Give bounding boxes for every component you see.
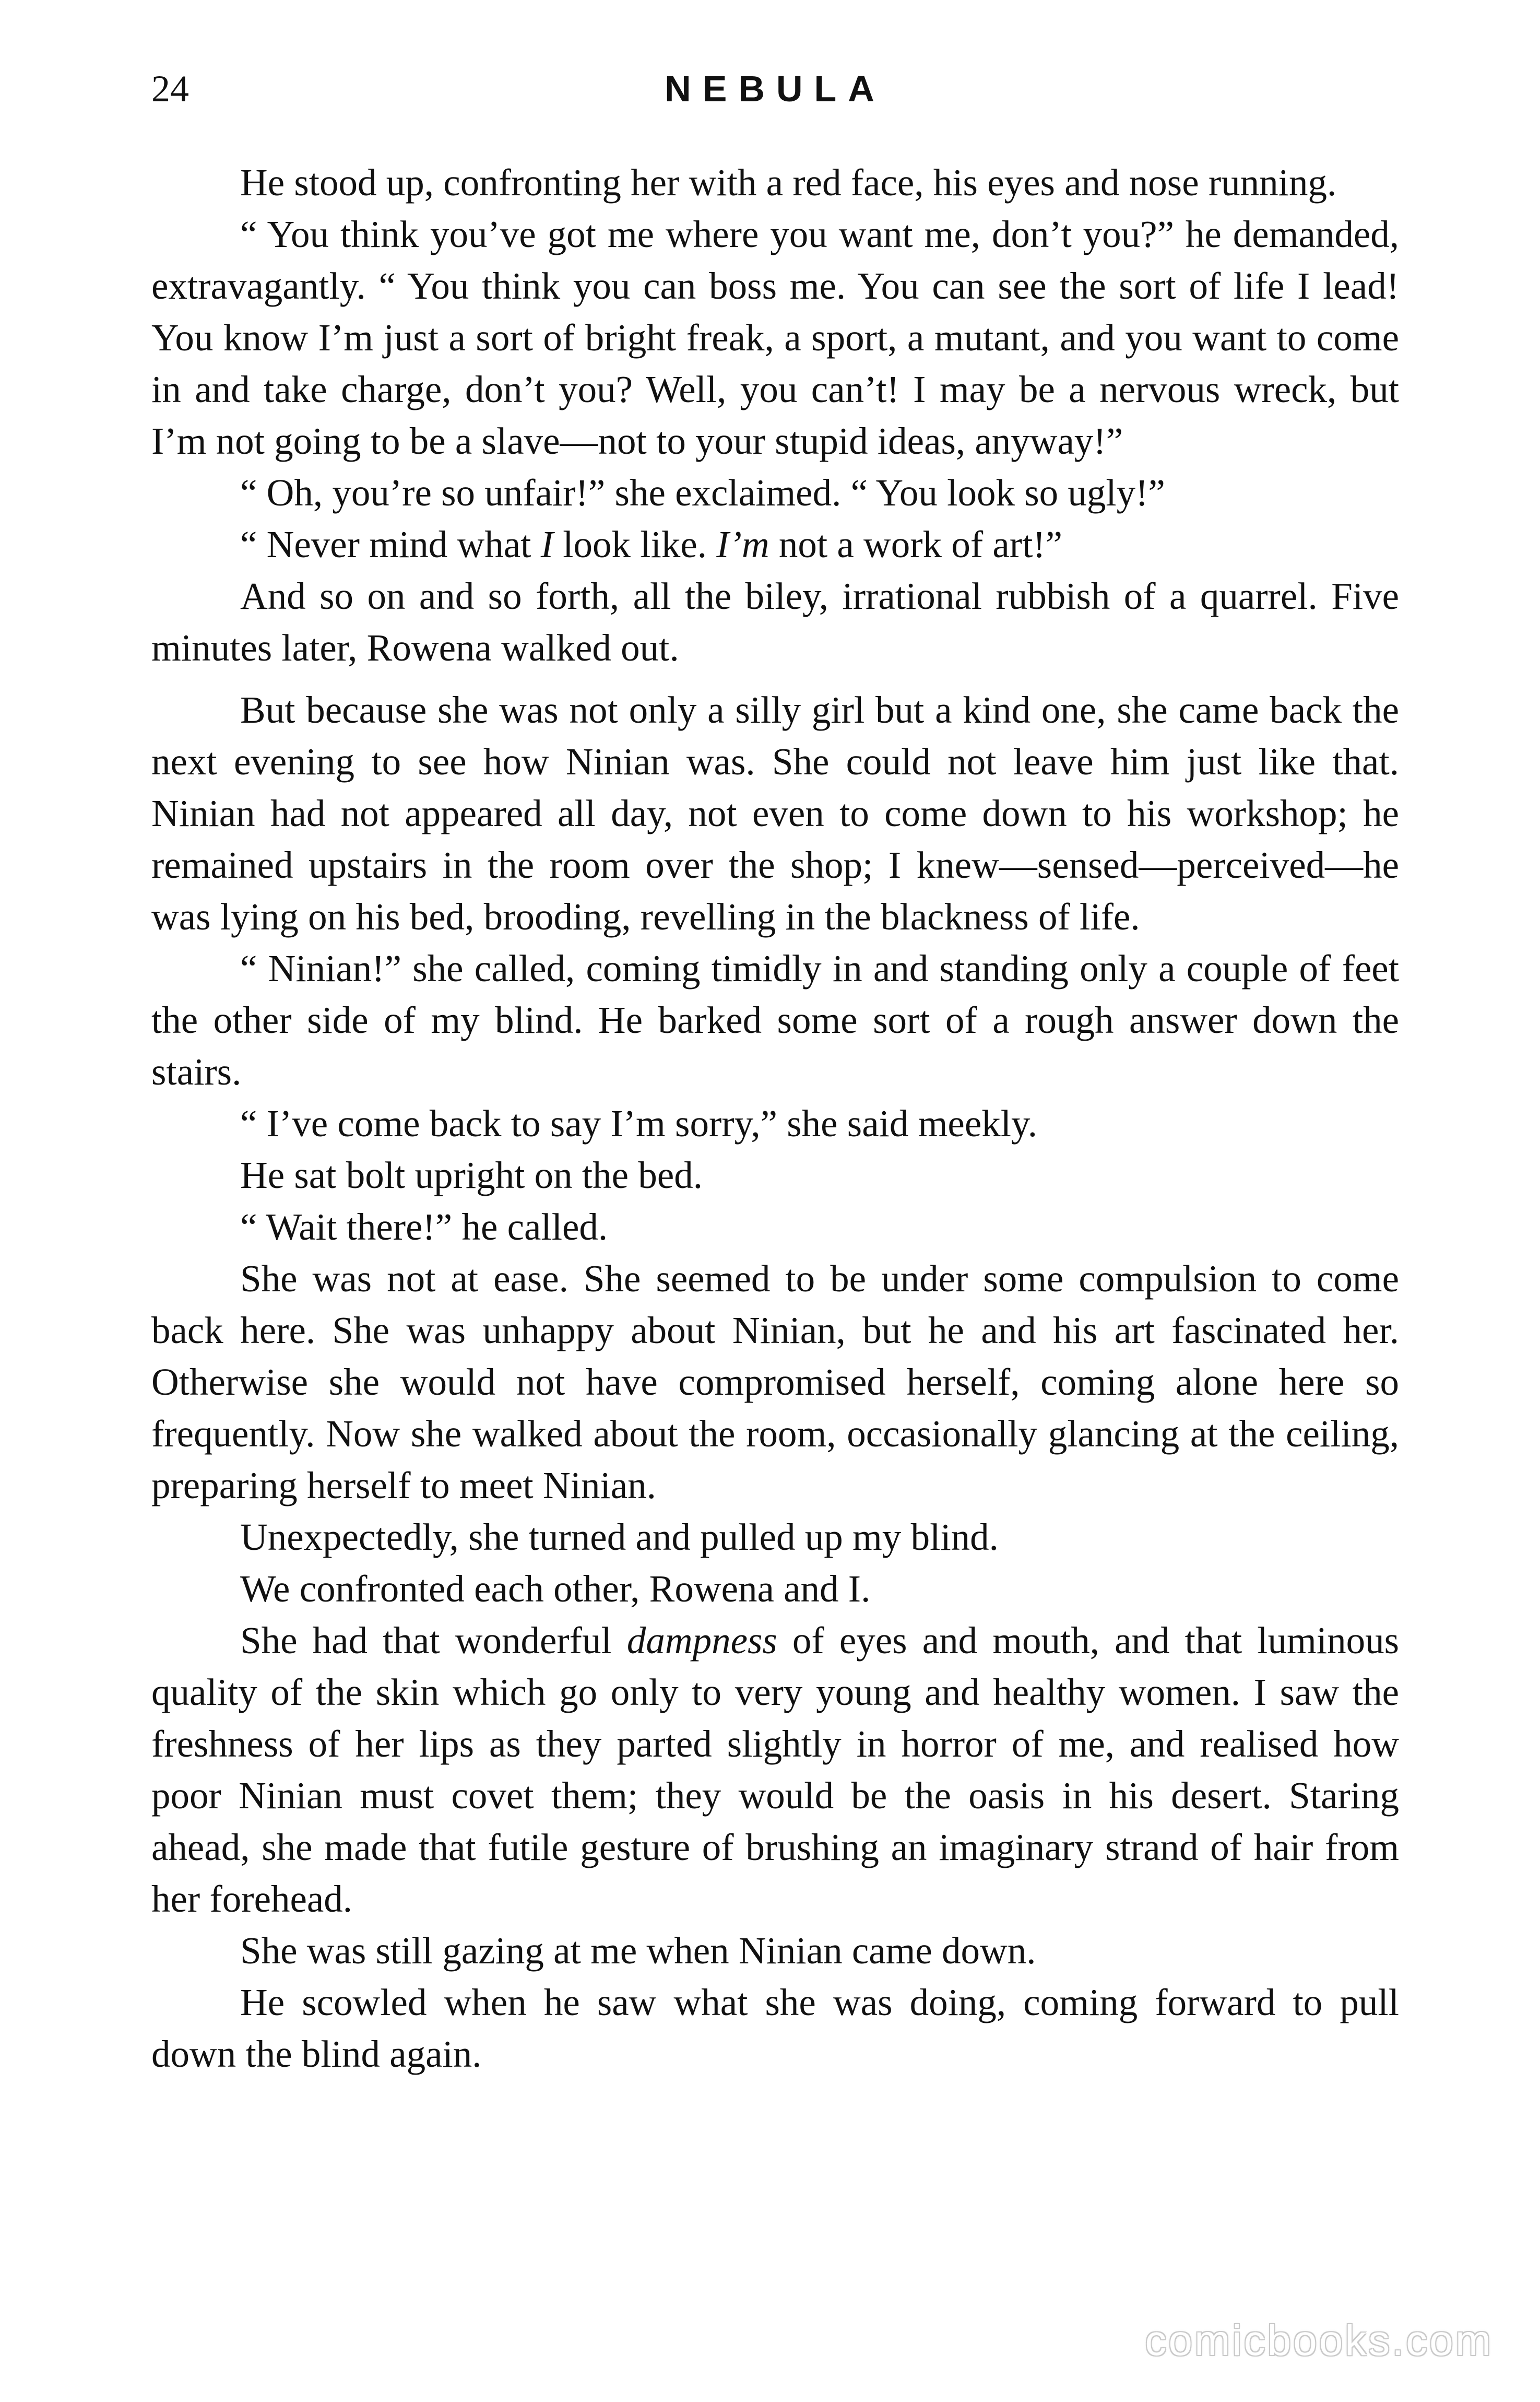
emphasis: I’m xyxy=(716,523,769,566)
paragraph: “ Oh, you’re so unfair!” she exclaimed. “ You look so ugly!” xyxy=(240,472,1165,514)
paragraph: She was not at ease. She seemed to be under some compulsion to come back here. She was unhappy about Ninian, but he and his art fascinated her. Otherwise she would not have compromised herself, coming alone here so frequently. Now she walked about the room, occasionally glancing at the ceiling, preparing herself to meet Ninian. xyxy=(151,1257,1399,1506)
page-number: 24 xyxy=(151,68,189,110)
paragraph: He scowled when he saw what she was doing, coming forward to pull down the blind again. xyxy=(151,1981,1399,2075)
paragraph: “ You think you’ve got me where you want me, don’t you?” he demanded, extravagantly. “ You think you can boss me. You can see the sort of life I lead! You know I’m just a sort of bright freak, a sport, a mutant, and you want to come in and take charge, don’t you? Well, you can’t! I may be a nervous wreck, but I’m not going to be a slave—not to your stupid ideas, anyway!” xyxy=(151,213,1399,462)
paragraph: He stood up, confronting her with a red face, his eyes and nose running. xyxy=(240,161,1337,204)
paragraph: But because she was not only a silly girl but a kind one, she came back the next evening to see how Ninian was. She could not leave him just like that. Ninian had not appeared all day, not even to come down to his workshop; he remained upstairs in the room over the shop; I knew—sensed—perceived—he was lying on his bed, brooding, revelling in the blackness of life. xyxy=(151,689,1399,938)
paragraph: “ Never mind what I look like. I’m not a work of art!” xyxy=(240,523,1063,566)
paragraph: And so on and so forth, all the biley, irrational rubbish of a quarrel. Five minutes later, Rowena walked out. xyxy=(151,575,1399,669)
paragraph: She was still gazing at me when Ninian came down. xyxy=(240,1929,1036,1972)
running-head-title: NEBULA xyxy=(665,68,886,109)
page-header xyxy=(151,63,1399,125)
paragraph: She had that wonderful dampness of eyes and mouth, and that luminous quality of the skin which go only to very young and healthy women. I saw the freshness of her lips as they parted slightly in horror of me, and realised how poor Ninian must covet them; they would be the oasis in his desert. Staring ahead, she made that futile gesture of brushing an imaginary strand of hair from her forehead. xyxy=(151,1619,1400,1920)
paragraph: He sat bolt upright on the bed. xyxy=(240,1154,703,1196)
paragraph: “ Ninian!” she called, coming timidly in and standing only a couple of feet the other side of my blind. He barked some sort of a rough answer down the stairs. xyxy=(151,947,1399,1093)
paragraph: Unexpectedly, she turned and pulled up my blind. xyxy=(240,1516,999,1558)
paragraph: “ I’ve come back to say I’m sorry,” she said meekly. xyxy=(240,1102,1038,1145)
body-text xyxy=(151,157,1399,2080)
emphasis: I xyxy=(540,523,554,566)
emphasis: dampness xyxy=(626,1619,777,1662)
paragraph: We confronted each other, Rowena and I. xyxy=(240,1568,871,1610)
watermark: comicbooks.com xyxy=(1145,2317,1493,2364)
paragraph: “ Wait there!” he called. xyxy=(240,1206,608,1248)
